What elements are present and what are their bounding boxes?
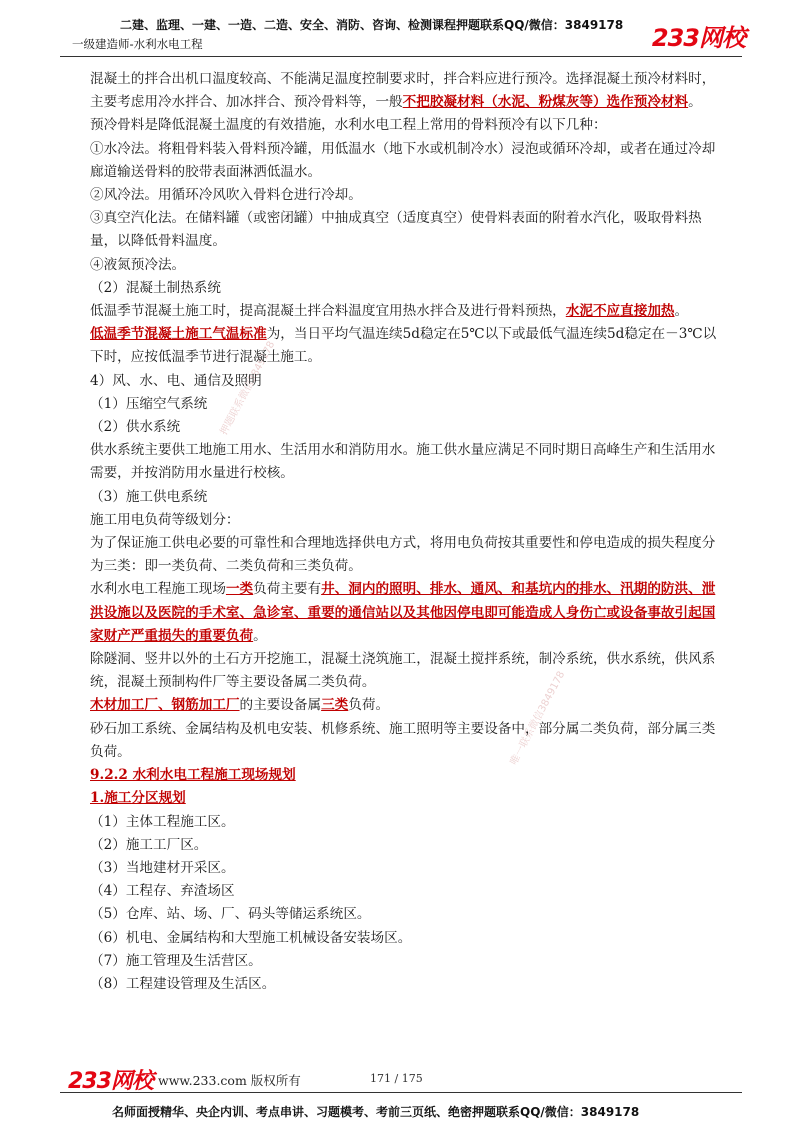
subheading: （3）施工供电系统 [90, 488, 208, 505]
list-item: （8）工程建设管理及生活区。 [90, 975, 276, 992]
highlight-key-point: 水泥不应直接加热 [565, 303, 675, 320]
list-item: （2）施工工厂区。 [90, 836, 208, 853]
highlight-key-point: 井、洞内的照明、排水、通风、和基坑内的排水、汛期的防洪、泄洪设施以及医院的手术室、急诊室、重要的通信站以及其他因停电即可能造成人身伤亡或设备事故引起国家财产严重损失的重要负荷 [90, 581, 716, 644]
paragraph: ③真空汽化法。在储料罐（或密闭罐）中抽成真空（适度真空）使骨料表面的附着水汽化，吸取骨料热量，以降低骨料温度。 [90, 210, 702, 250]
document-body [90, 68, 718, 996]
paragraph: 低温季节混凝土施工气温标准为，当日平均气温连续5d稳定在5℃以下或最低气温连续5d稳定在－3℃以下时，应按低温季节进行混凝土施工。 [90, 326, 717, 366]
highlight-key-point: 三类 [321, 697, 349, 714]
subsection-title: 1.施工分区规划 [90, 790, 186, 807]
list-item: （6）机电、金属结构和大型施工机械设备安装场区。 [90, 929, 412, 946]
watermark: 唯一联系微信3849178 [508, 669, 568, 768]
paragraph: 砂石加工系统、金属结构及机电安装、机修系统、施工照明等主要设备中，部分属二类负荷，部分属三类负荷。 [90, 720, 716, 760]
paragraph: 水利水电工程施工现场一类负荷主要有井、洞内的照明、排水、通风、和基坑内的排水、汛期的防洪、泄洪设施以及医院的手术室、急诊室、重要的通信站以及其他因停电即可能造成人身伤亡或设备事故引起国家财产严重损失的重要负荷。 [90, 581, 716, 644]
list-item: （3）当地建材开采区。 [90, 859, 235, 876]
paragraph: 施工用电负荷等级划分： [90, 511, 240, 528]
list-item: （4）工程存、弃渣场区 [90, 883, 235, 900]
footer-site-link[interactable]: www.233.com 版权所有 [158, 1073, 301, 1088]
list-item: （5）仓库、站、场、厂、码头等储运系统区。 [90, 906, 371, 923]
subheading: 4）风、水、电、通信及照明 [90, 372, 262, 389]
paragraph: 混凝土的拌合出机口温度较高、不能满足温度控制要求时，拌合料应进行预冷。选择混凝土预冷材料时，主要考虑用冷水拌合、加冰拌合、预冷骨料等，一般不把胶凝材料（水泥、粉煤灰等）选作预冷材料。 [90, 71, 716, 111]
brand-logo: 233网校 [651, 24, 745, 52]
paragraph: 为了保证施工供电必要的可靠性和合理地选择供电方式，将用电负荷按其重要性和停电造成的损失程度分为三类：即一类负荷、二类负荷和三类负荷。 [90, 535, 716, 575]
paragraph: 供水系统主要供工地施工用水、生活用水和消防用水。施工供水量应满足不同时期日高峰生产和生活用水需要，并按消防用水量进行校核。 [90, 442, 716, 482]
paragraph: ④液氮预冷法。 [90, 256, 186, 273]
list-item: （1）主体工程施工区。 [90, 813, 235, 830]
subheading: （1）压缩空气系统 [90, 395, 208, 412]
subheading: （2）混凝土制热系统 [90, 279, 221, 296]
highlight-key-point: 木材加工厂、钢筋加工厂 [90, 697, 240, 714]
document-subject: 一级建造师-水利水电工程 [72, 37, 203, 51]
highlight-key-point: 不把胶凝材料（水泥、粉煤灰等）选作预冷材料 [402, 94, 689, 111]
header-divider [60, 56, 742, 57]
list-item: （7）施工管理及生活营区。 [90, 952, 262, 969]
highlight-key-point: 一类 [225, 581, 254, 598]
paragraph: 低温季节混凝土施工时，提高混凝土拌合料温度宜用热水拌合及进行骨料预热，水泥不应直接加热。 [90, 303, 689, 320]
paragraph: ①水冷法。将粗骨料装入骨料预冷罐，用低温水（地下水或机制冷水）浸泡或循环冷却，或者在通过冷却廊道输送骨料的胶带表面淋洒低温水。 [90, 140, 716, 180]
paragraph: 预冷骨料是降低混凝土温度的有效措施，水利水电工程上常用的骨料预冷有以下几种： [90, 117, 607, 134]
footer-promo-line: 名师面授精华、央企内训、考点串讲、习题模考、考前三页纸、绝密押题联系QQ/微信：3849178 [112, 1105, 640, 1119]
watermark: 押题联系微信3849178 [218, 339, 278, 438]
paragraph: ②风冷法。用循环冷风吹入骨料仓进行冷却。 [90, 187, 362, 204]
highlight-key-point: 低温季节混凝土施工气温标准 [90, 326, 267, 343]
header-promo-line: 二建、监理、一建、一造、二造、安全、消防、咨询、检测课程押题联系QQ/微信：3849178 [120, 18, 624, 32]
footer-divider [60, 1092, 742, 1093]
paragraph: 木材加工厂、钢筋加工厂的主要设备属三类负荷。 [90, 697, 390, 714]
footer-brand-logo: 233网校 [68, 1069, 153, 1094]
subheading: （2）供水系统 [90, 419, 181, 436]
section-title: 9.2.2 水利水电工程施工现场规划 [90, 767, 296, 784]
paragraph: 除隧洞、竖井以外的土石方开挖施工，混凝土浇筑施工，混凝土搅拌系统，制冷系统，供水系统，供风系统，混凝土预制构件厂等主要设备属二类负荷。 [90, 651, 716, 691]
page-number: 171 / 175 [370, 1072, 423, 1085]
